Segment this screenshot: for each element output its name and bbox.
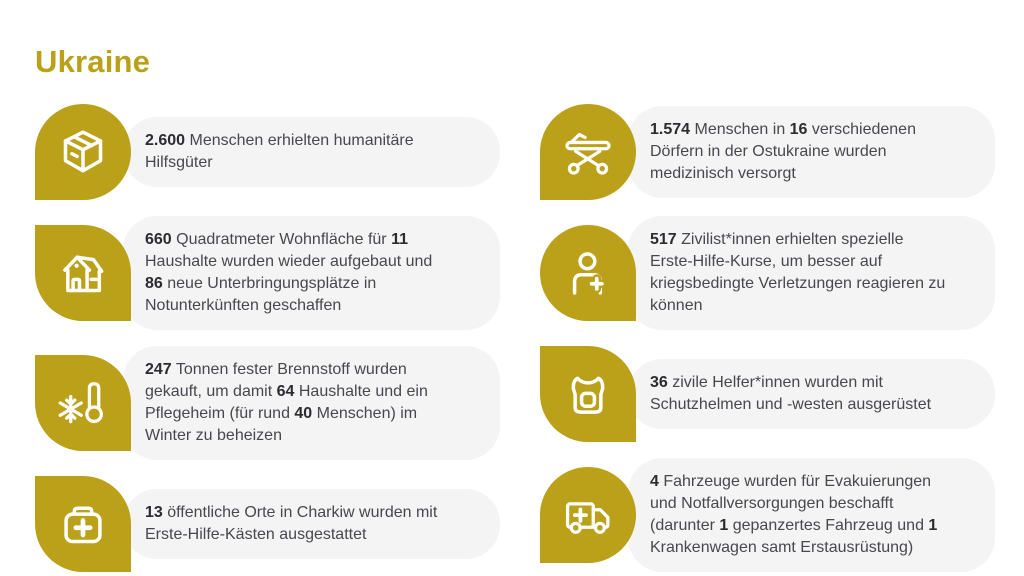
snowflake-thermometer-icon: [55, 375, 111, 431]
stat-item: [540, 458, 995, 572]
stat-text: 247 Tonnen fester Brennstoff wurden gekauft, um damit 64 Haushalte und ein Pflegeheim (für rund 40 Menschen) im Winter zu beheizen: [145, 361, 428, 444]
stretcher-badge: [540, 104, 636, 200]
stat-item: [35, 476, 500, 572]
package-badge: [35, 104, 131, 200]
snowflake-thermometer-badge: [35, 355, 131, 451]
paramedic-badge: [540, 225, 636, 321]
stat-item: [540, 346, 995, 442]
stat-card: [123, 346, 500, 460]
stat-text: 36 zivile Helfer*innen wurden mit Schutzhelmen und -westen ausgerüstet: [650, 374, 932, 413]
stats-grid: [35, 104, 1024, 572]
stat-text: 4 Fahrzeuge wurden für Evakuierungen und Notfallversorgungen beschafft (darunter 1 gepanzertes Fahrzeug und 1 Krankenwagen samt Erstausrüstung): [650, 473, 938, 556]
stat-item: [35, 104, 500, 200]
stat-card: [123, 216, 500, 330]
package-icon: [55, 124, 111, 180]
ambulance-badge: [540, 467, 636, 563]
stretcher-icon: [560, 124, 616, 180]
stat-text: 13 öffentliche Orte in Charkiw wurden mit Erste-Hilfe-Kästen ausgestattet: [145, 504, 438, 543]
house-badge: [35, 225, 131, 321]
stat-card: [628, 216, 995, 330]
paramedic-icon: [560, 245, 616, 301]
stat-card: [123, 489, 500, 559]
stat-card: [628, 359, 995, 429]
first-aid-kit-icon: [55, 496, 111, 552]
protective-vest-icon: [560, 366, 616, 422]
stats-column-right: [540, 104, 995, 572]
first-aid-kit-badge: [35, 476, 131, 572]
stat-item: [540, 216, 995, 330]
stat-card: [628, 106, 995, 198]
stat-text: 2.600 Menschen erhielten humanitäre Hilfsgüter: [145, 132, 414, 171]
protective-vest-badge: [540, 346, 636, 442]
stat-item: [540, 104, 995, 200]
stat-card: [628, 458, 995, 572]
stat-card: [123, 117, 500, 187]
stat-item: [35, 346, 500, 460]
page-title: Ukraine: [35, 44, 151, 79]
stat-text: 517 Zivilist*innen erhielten spezielle Erste-Hilfe-Kurse, um besser auf kriegsbedingte Verletzungen reagieren zu können: [650, 231, 946, 314]
stat-text: 660 Quadratmeter Wohnfläche für 11 Haushalte wurden wieder aufgebaut und 86 neue Unterbringungsplätze in Notunterkünften geschaffen: [145, 231, 433, 314]
stats-column-left: [35, 104, 500, 572]
stat-text: 1.574 Menschen in 16 verschiedenen Dörfern in der Ostukraine wurden medizinisch versorgt: [650, 121, 916, 182]
ambulance-icon: [560, 487, 616, 543]
stat-item: [35, 216, 500, 330]
house-icon: [55, 245, 111, 301]
